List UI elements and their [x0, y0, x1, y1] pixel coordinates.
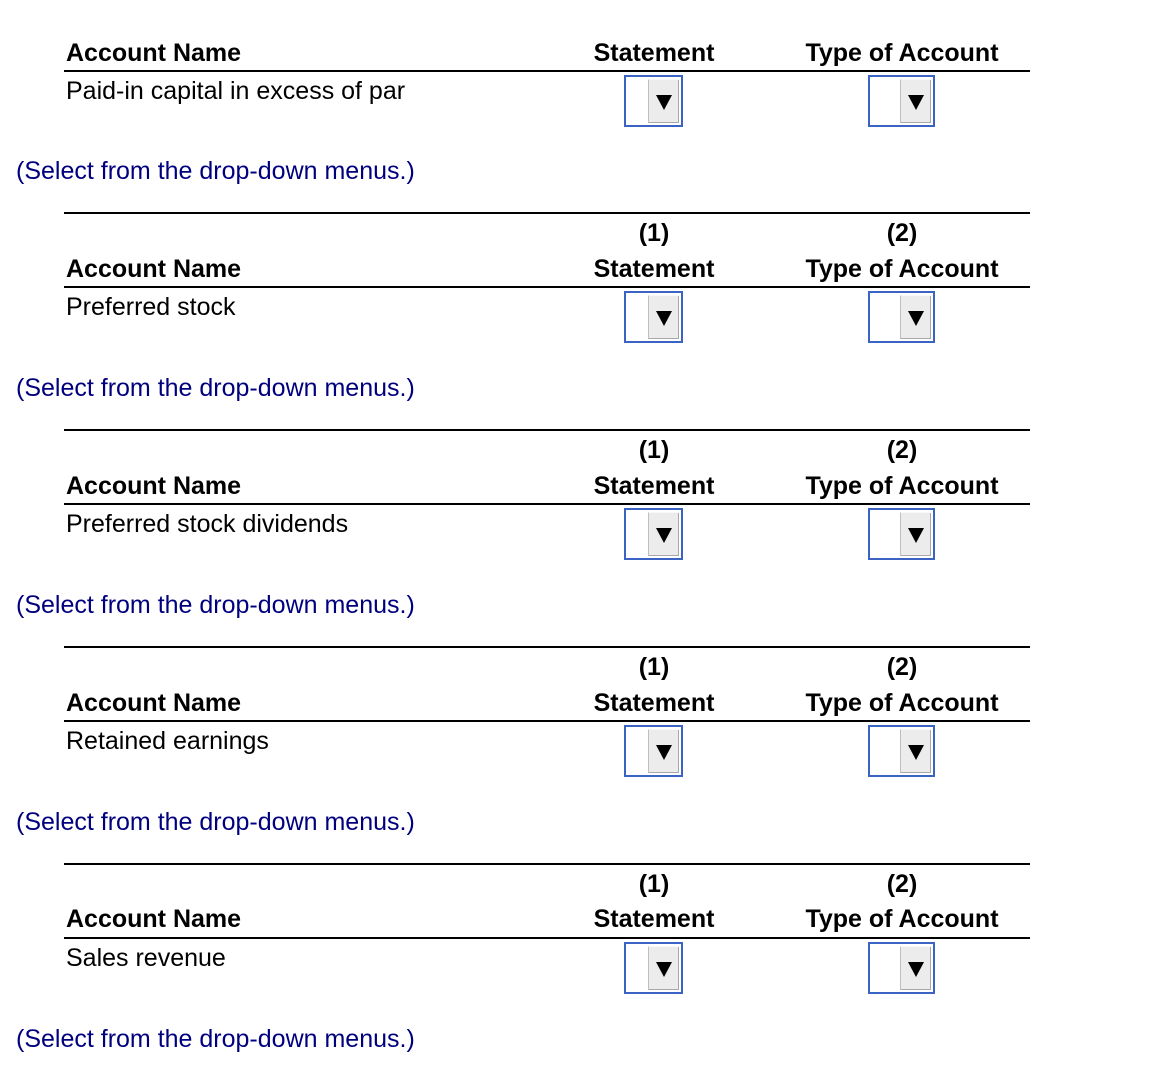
- type-column-number: (2): [886, 219, 918, 247]
- select-hint: (Select from the drop-down menus.): [16, 591, 415, 619]
- dropdown-arrow-button[interactable]: [900, 946, 931, 990]
- select-hint: (Select from the drop-down menus.): [16, 808, 415, 836]
- dropdown-arrow-button[interactable]: [648, 295, 679, 339]
- type-of-account-header: Type of Account: [805, 472, 999, 500]
- type-column-number: (2): [886, 436, 918, 464]
- section-divider: [64, 429, 1030, 431]
- select-hint: (Select from the drop-down menus.): [16, 157, 415, 185]
- account-section: [0, 0, 1156, 200]
- statement-header: Statement: [593, 689, 715, 717]
- select-hint: (Select from the drop-down menus.): [16, 1025, 415, 1053]
- type-of-account-header: Type of Account: [805, 39, 999, 67]
- dropdown-arrow-button[interactable]: [900, 295, 931, 339]
- statement-header: Statement: [593, 472, 715, 500]
- triangle-down-icon: [655, 960, 673, 978]
- dropdown-arrow-button[interactable]: [648, 512, 679, 556]
- header-divider: [64, 937, 1030, 939]
- statement-header: Statement: [593, 905, 715, 933]
- header-divider: [64, 720, 1030, 722]
- section-divider: [64, 863, 1030, 865]
- statement-dropdown[interactable]: [624, 725, 683, 777]
- statement-dropdown[interactable]: [624, 942, 683, 994]
- header-divider: [64, 286, 1030, 288]
- type-column-number: (2): [886, 653, 918, 681]
- account-section: [0, 863, 1156, 1063]
- triangle-down-icon: [655, 526, 673, 544]
- account-name: Preferred stock: [66, 293, 236, 321]
- account-name: Retained earnings: [66, 727, 269, 755]
- type-of-account-header: Type of Account: [805, 255, 999, 283]
- select-hint: (Select from the drop-down menus.): [16, 374, 415, 402]
- header-divider: [64, 503, 1030, 505]
- type-of-account-dropdown[interactable]: [868, 725, 935, 777]
- triangle-down-icon: [655, 309, 673, 327]
- type-of-account-dropdown[interactable]: [868, 75, 935, 127]
- dropdown-arrow-button[interactable]: [648, 729, 679, 773]
- type-column-number: (2): [886, 870, 918, 898]
- type-of-account-dropdown[interactable]: [868, 291, 935, 343]
- account-name: Sales revenue: [66, 944, 226, 972]
- triangle-down-icon: [907, 309, 925, 327]
- dropdown-arrow-button[interactable]: [900, 512, 931, 556]
- account-name-header: Account Name: [66, 472, 242, 500]
- dropdown-arrow-button[interactable]: [648, 79, 679, 123]
- type-of-account-header: Type of Account: [805, 905, 999, 933]
- dropdown-arrow-button[interactable]: [900, 729, 931, 773]
- statement-column-number: (1): [638, 219, 670, 247]
- triangle-down-icon: [907, 743, 925, 761]
- header-divider: [64, 70, 1030, 72]
- triangle-down-icon: [655, 743, 673, 761]
- account-section: [0, 212, 1156, 412]
- dropdown-arrow-button[interactable]: [648, 946, 679, 990]
- account-name: Preferred stock dividends: [66, 510, 349, 538]
- dropdown-arrow-button[interactable]: [900, 79, 931, 123]
- triangle-down-icon: [907, 93, 925, 111]
- statement-dropdown[interactable]: [624, 508, 683, 560]
- account-name: Paid-in capital in excess of par: [66, 77, 406, 105]
- statement-dropdown[interactable]: [624, 291, 683, 343]
- triangle-down-icon: [907, 960, 925, 978]
- statement-header: Statement: [593, 255, 715, 283]
- statement-column-number: (1): [638, 870, 670, 898]
- section-divider: [64, 646, 1030, 648]
- triangle-down-icon: [655, 93, 673, 111]
- account-section: [0, 429, 1156, 629]
- statement-column-number: (1): [638, 653, 670, 681]
- account-name-header: Account Name: [66, 255, 242, 283]
- account-name-header: Account Name: [66, 39, 242, 67]
- type-of-account-header: Type of Account: [805, 689, 999, 717]
- account-name-header: Account Name: [66, 689, 242, 717]
- type-of-account-dropdown[interactable]: [868, 942, 935, 994]
- section-divider: [64, 212, 1030, 214]
- type-of-account-dropdown[interactable]: [868, 508, 935, 560]
- statement-dropdown[interactable]: [624, 75, 683, 127]
- account-section: [0, 646, 1156, 846]
- statement-column-number: (1): [638, 436, 670, 464]
- statement-header: Statement: [593, 39, 715, 67]
- account-name-header: Account Name: [66, 905, 242, 933]
- triangle-down-icon: [907, 526, 925, 544]
